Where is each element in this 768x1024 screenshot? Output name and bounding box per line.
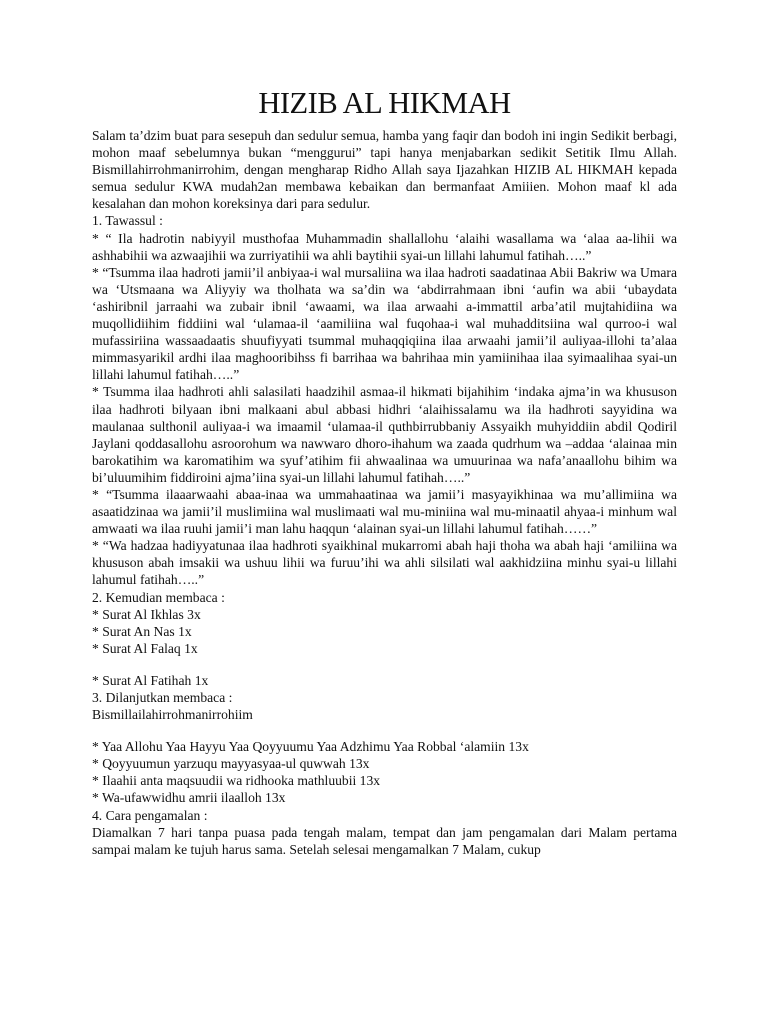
section-heading-tawassul: 1. Tawassul : [92, 213, 163, 229]
wirid-item: * Wa-ufawwidhu amrii ilaalloh 13x [92, 790, 286, 806]
tawassul-item: * “Wa hadzaa hadiyyatunaa ilaa hadhroti syaikhinal mukarromi abah haji thoha wa abah haji ‘amiliina wa khususon abah imsakii wa ushuu lihii wa furuu’ihi wa ahli silsilati wal aakhidziina minhu syai-u lillahi lahumul fatihah…..” [92, 538, 677, 588]
section-heading-membaca: 2. Kemudian membaca : [92, 589, 225, 605]
intro-paragraph: Salam ta’dzim buat para sesepuh dan sedulur semua, hamba yang faqir dan bodoh ini ingin Sedikit berbagi, mohon maaf sebelumnya bukan “menggurui” tapi hanya menjabarkan sedikit Setitik Ilmu Allah. Bismillahirrohmanirrohim, dengan mengharap Ridho Allah saya Ijazahkan HIZIB AL HIKMAH kepada semua sedulur KWA mudah2an membawa kebaikan dan bermanfaat Amiiien. Mohon maaf kl ada kesalahan dan mohon koreksinya dari para sedulur. [92, 128, 677, 212]
wirid-item: * Ilaahii anta maqsuudii wa ridhooka mathluubii 13x [92, 773, 381, 789]
surat-item: * Surat An Nas 1x [92, 623, 192, 639]
basmalah-line: Bismillailahirrohmanirrohiim [92, 707, 253, 723]
document-title: HIZIB AL HIKMAH [258, 86, 511, 120]
surat-item: * Surat Al Fatihah 1x [92, 672, 209, 688]
wirid-item: * Qoyyuumun yarzuqu mayyasyaa-ul quwwah 13x [92, 756, 370, 772]
section-heading-pengamalan: 4. Cara pengamalan : [92, 807, 208, 823]
tawassul-item: * “Tsumma ilaaarwaahi abaa-inaa wa ummahaatinaa wa jamii’i masyayikhinaa wa mu’allimiina wa asaatidzinaa wa jamii’il muslimiina wal muslimaati wal mu-miniina wal mu-minaatil ahyaa-i minhum wal amwaati wa ilaa ruuhi jamii’i man lahu haqqun ‘alainan syai-un lillahi lahumul fatihah……” [92, 486, 677, 537]
surat-item: * Surat Al Falaq 1x [92, 640, 198, 656]
surat-item: * Surat Al Ikhlas 3x [92, 606, 201, 622]
section-heading-dilanjutkan: 3. Dilanjutkan membaca : [92, 690, 233, 705]
document-page [92, 82, 677, 858]
tawassul-item: * “ Ila hadrotin nabiyyil musthofaa Muhammadin shallallohu ‘alaihi wasallama wa ‘alaa aa-lihii wa ashhabihii wa azwaajihii wa zurriyatihii wa ahli baytihii syai-un lillahi lahumul fatihah…..” [92, 230, 677, 263]
wirid-item: * Yaa Allohu Yaa Hayyu Yaa Qoyyuumu Yaa Adzhimu Yaa Robbal ‘alamiin 13x [92, 739, 529, 755]
tawassul-item: * “Tsumma ilaa hadroti jamii’il anbiyaa-i wal mursaliina wa ilaa hadroti saadatinaa Abii Bakriw wa Umara wa ‘Utsmaana wa Aliyyiy wa tholhata wa sa’din wa ‘abdirrahmaan ibni ‘aufin wa abii ‘ubaydata ‘ashiribnil jarraahi wa zubair ibnil ‘awaami, wa ilaa arwaahi a-immattil arba’atil mujtahidiina wa muqollidiihim fiddiini wal ‘ulamaa-il ‘aamiliina wal fuqohaa-i wal muhadditsiina wal qurroo-i wal mufassiriina wassaadaatis shuufiyyati tsummal muhaqqiqiina ilaa arwaahi jamii’il auliyaa-illohi ta’alaa mimmasyarikil ardhi ilaa maghooribihss fi barrihaa wa bahrihaa min yamiinihaa ilaa syimaalihaa syai-un lillahi lahumul fatihah…..” [92, 264, 677, 383]
pengamalan-paragraph: Diamalkan 7 hari tanpa puasa pada tengah malam, tempat dan jam pengamalan dari Malam pertama sampai malam ke tujuh harus sama. Setelah selesai mengamalkan 7 Malam, cukup [92, 824, 677, 857]
tawassul-item: * Tsumma ilaa hadhroti ahli salasilati haadzihil asmaa-il hikmati bijahihim ‘indaka ajma’in wa khususon ilaa hadhroti bilyaan ibni malkaani abul abbasi hidhri ‘alaihissalamu wa ila hadhroti sayyidina wa maulanaa sulthonil auliyaa-i wa imaamil ‘ulamaa-il quthbirrubbaniy Assyaikh muhyiddiin abdil Qodiril Jaylani qoddasallohu asroorohum wa nawwaro dhoro-ihahum wa zaada qudrhum wa –addaa ‘alainaa min barokatihim wa karomatihim wa syuf’atihim fii ahwaalinaa wa umuurinaa wa nafa’anaallohu bihim wa bi’uluumihim fiddiroini ajma’iina syai-un lillahi lahumul fatihah…..” [92, 384, 677, 485]
